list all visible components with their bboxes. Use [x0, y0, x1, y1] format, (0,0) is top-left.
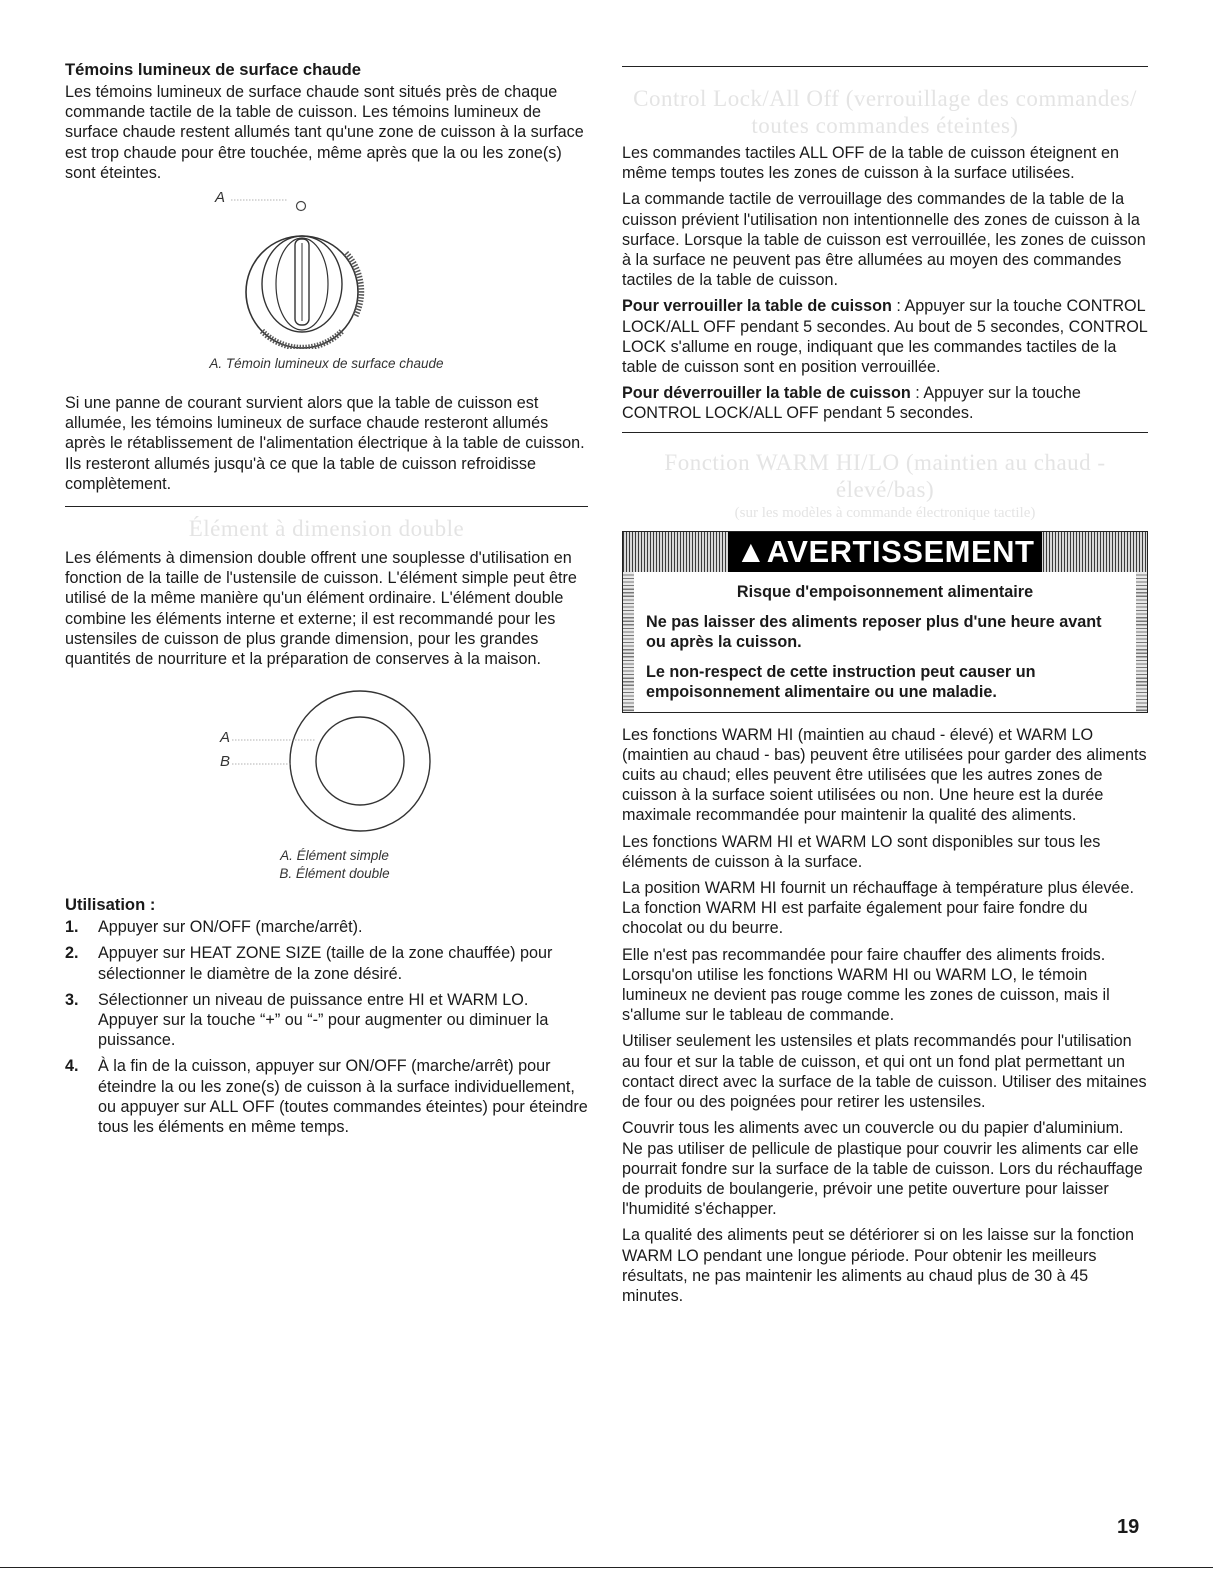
page-number: 19 [1117, 1516, 1140, 1538]
warning-banner [623, 532, 1147, 572]
warm-paragraph-3: La position WARM HI fournit un réchauffage à température plus élevée. La fonction WARM HI est parfaite également pour faire fondre du chocolat ou du beurre. [622, 879, 1134, 938]
control-lock-paragraph-2: La commande tactile de verrouillage des commandes de la table de la cuisson prévient l'utilisation non intentionnelle des zones de cuisson à la surface. Lorsque la table de cuisson est verrouillée, les zones de cuisson à la surface ne peuvent pas être allumées au moyen des commandes tactiles de la table de cuisson. [622, 190, 1146, 290]
section-divider [65, 506, 588, 507]
control-lock-heading-line-1: Control Lock/All Off (verrouillage des commandes/ [633, 86, 1137, 111]
hot-surface-figure [65, 189, 588, 349]
warning-body [623, 572, 1147, 712]
dual-element-figure [65, 683, 588, 843]
warm-paragraph-6: Couvrir tous les aliments avec un couvercle ou du papier d'aluminium. Ne pas utiliser de pellicule de plastique pour couvrir les aliments car elle pourrait fondre sur la surface de la table de cuisson. Lors du réchauffage de produits de boulangerie, prévoir une petite ouverture pour laisser l'humidité s'échapper. [622, 1119, 1143, 1219]
list-item: 2. Appuyer sur HEAT ZONE SIZE (taille de la zone chauffée) pour sélectionner le diamètre de la zone désiré. [65, 944, 553, 983]
usage-steps [65, 917, 588, 1137]
right-column [622, 66, 1148, 1312]
warm-paragraph-7: La qualité des aliments peut se détériorer si on les laisse sur la fonction WARM LO pendant une longue période. Pour obtenir les meilleurs résultats, ne pas maintenir les aliments au chaud plus de 30 à 45 minutes. [622, 1226, 1134, 1305]
hot-surface-paragraph-1: Les témoins lumineux de surface chaude sont situés près de chaque commande tactile de la table de cuisson. Les témoins lumineux de surface chaude restent allumés tant qu'une zone de cuisson à la surface est trop chaude pour être touchée, même après que la ou les zone(s) sont éteintes. [65, 83, 584, 182]
control-lock-heading-line-2: toutes commandes éteintes) [751, 113, 1019, 138]
warning-line-2: Ne pas laisser des aliments reposer plus d'une heure avant ou après la cuisson. [646, 612, 1102, 651]
section-divider [622, 66, 1148, 67]
warm-function-heading: Fonction WARM HI/LO (maintien au chaud - élevé/bas) [664, 449, 1106, 502]
warning-line-3: Le non-respect de cette instruction peut causer un empoisonnement alimentaire ou une maladie. [646, 662, 1036, 701]
figure-label-a: A [215, 189, 226, 207]
dual-element-caption-b: B. Élément double [279, 866, 390, 882]
left-column [65, 60, 588, 1143]
warm-paragraph-2: Les fonctions WARM HI et WARM LO sont disponibles sur tous les éléments de cuisson à la surface. [622, 832, 1101, 871]
figure-label-a: A [220, 729, 231, 747]
list-item: 3. Sélectionner un niveau de puissance entre HI et WARM LO. Appuyer sur la touche “+” ou “-” pour augmenter ou diminuer la puissance. [65, 990, 549, 1050]
hot-surface-heading: Témoins lumineux de surface chaude [65, 60, 362, 79]
usage-heading: Utilisation : [65, 895, 156, 915]
warning-banner-text: ▲AVERTISSEMENT [728, 532, 1043, 572]
warm-function-subheading: (sur les modèles à commande électronique tactile) [734, 504, 1036, 521]
warm-paragraph-4: Elle n'est pas recommandée pour faire chauffer des aliments froids. Lorsqu'on utilise les fonctions WARM HI ou WARM LO, le témoin lumineux ne devient pas rouge comme les zones de cuisson, mais il s'allume sur le tableau de commande. [622, 945, 1110, 1025]
warm-paragraph-1: Les fonctions WARM HI (maintien au chaud - élevé) et WARM LO (maintien au chaud - bas) peuvent être utilisées pour garder des aliments cuits au chaud; elles peuvent être utilisées que les autres zones de cuisson à la surface soient utilisées ou non. Une heure est la durée maximale recommandée pour maintenir la qualité des aliments. [622, 725, 1147, 825]
dual-element-caption-a: A. Élément simple [280, 848, 389, 864]
dual-element-heading: Élément à dimension double [188, 516, 465, 542]
unlock-instructions: Pour déverrouiller la table de cuisson : Appuyer sur la touche CONTROL LOCK/ALL OFF pendant 5 secondes. [622, 384, 1081, 423]
warning-box [622, 531, 1148, 713]
warm-paragraph-5: Utiliser seulement les ustensiles et plats recommandés pour l'utilisation au four et sur la table de cuisson, et qui ont un fond plat permettant un contact direct avec la surface de la table de cuisson. Utiliser des mitaines de four ou des poignées pour retirer les ustensiles. [622, 1032, 1147, 1112]
hot-surface-caption: A. Témoin lumineux de surface chaude [209, 356, 444, 372]
figure-label-b: B [220, 753, 231, 771]
hot-surface-paragraph-2: Si une panne de courant survient alors que la table de cuisson est allumée, les témoins lumineux de surface chaude resteront allumés après le rétablissement de l'alimentation électrique à la table de cuisson. Ils resteront allumés jusqu'à ce que la table de cuisson refroidisse complètement. [65, 394, 585, 493]
control-lock-paragraph-1: Les commandes tactiles ALL OFF de la table de cuisson éteignent en même temps toutes les zones de cuisson à la surface utilisées. [622, 144, 1120, 183]
dual-element-paragraph: Les éléments à dimension double offrent une souplesse d'utilisation en fonction de la taille de l'ustensile de cuisson. L'élément simple peut être utilisé de la même manière qu'un élément ordinaire. L'élément double combine les éléments interne et externe; il est recommandé pour les ustensiles de cuisson de plus grande dimension, pour les grandes quantités de nourriture et la préparation de conserves à la maison. [65, 549, 577, 669]
control-knob-illustration [65, 189, 588, 349]
lock-instructions: Pour verrouiller la table de cuisson : Appuyer sur la touche CONTROL LOCK/ALL OFF pendant 5 secondes. Au bout de 5 secondes, CONTROL LOCK s'allume en rouge, indiquant que les commandes tactiles de la table de cuisson sont en position verrouillée. [622, 297, 1148, 377]
list-item: 4. À la fin de la cuisson, appuyer sur ON/OFF (marche/arrêt) pour éteindre la ou les zone(s) de cuisson à la surface individuellement, ou appuyer sur ALL OFF (toutes commandes éteintes) pour éteindre tous les éléments en même temps. [65, 1057, 588, 1137]
bottom-rule [0, 1567, 1213, 1568]
list-item: 1. Appuyer sur ON/OFF (marche/arrêt). [65, 918, 363, 937]
warning-line-1: Risque d'empoisonnement alimentaire [736, 582, 1034, 601]
dual-element-illustration [65, 683, 588, 843]
warning-triangle-icon: ▲ [735, 533, 767, 569]
section-divider [622, 432, 1148, 433]
